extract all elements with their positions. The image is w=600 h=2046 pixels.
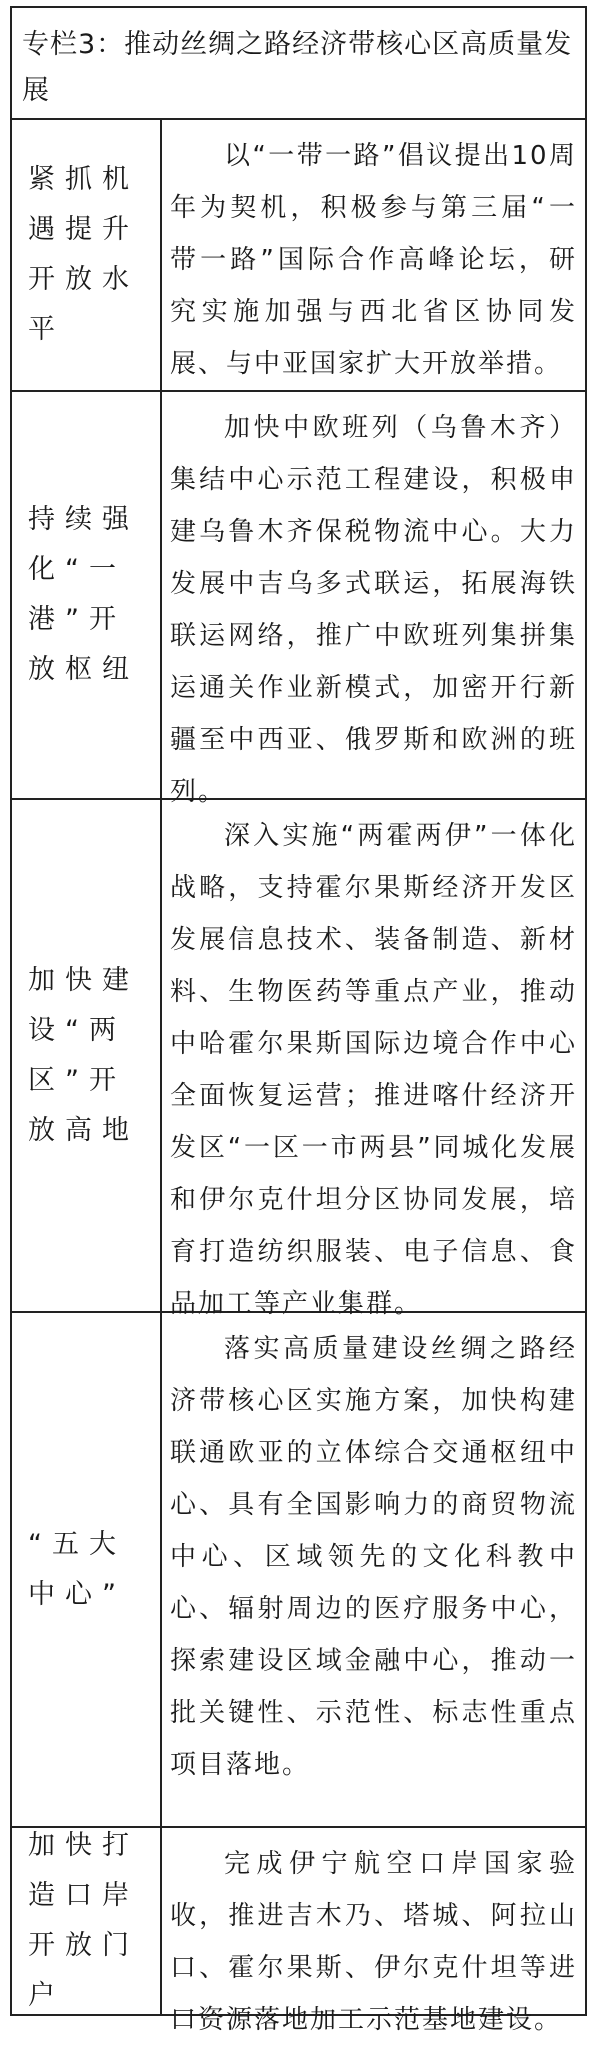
row-content: 落实高质量建设丝绸之路经济带核心区实施方案，加快构建联通欧亚的立体综合交通枢纽中心、具有全国影响力的商贸物流中心、区域领先的文化科教中心、辐射周边的医疗服务中心，探索建设区域金融中心，推动一批关键性、示范性、标志性重点项目落地。 <box>170 1334 577 1780</box>
column-box-table <box>10 6 587 2035</box>
row-content: 加快中欧班列（乌鲁木齐）集结中心示范工程建设，积极申建乌鲁木齐保税物流中心。大力发展中吉乌多式联运，拓展海铁联运网络，推广中欧班列集拼集运通关作业新模式，加密开行新疆至中西亚、俄罗斯和欧洲的班列。 <box>170 413 577 807</box>
row-content-cell <box>162 1828 585 2035</box>
row-content: 深入实施“两霍两伊”一体化战略，支持霍尔果斯经济开发区发展信息技术、装备制造、新材料、生物医药等重点产业，推动中哈霍尔果斯国际边境合作中心全面恢复运营；推进喀什经济开发区“一区一市两县”同城化发展和伊尔克什坦分区协同发展，培育打造纺织服装、电子信息、食品加工等产业集群。 <box>170 821 577 1319</box>
row-content-cell <box>162 800 585 1319</box>
row-content: 完成伊宁航空口岸国家验收，推进吉木乃、塔城、阿拉山口、霍尔果斯、伊尔克什坦等进口资源落地加工示范基地建设。 <box>170 1849 577 2035</box>
table-row <box>12 1828 585 2035</box>
table-title <box>12 8 585 120</box>
row-label: 紧抓机遇提升开放水平 <box>28 164 139 345</box>
row-content-cell <box>162 120 585 390</box>
table-row <box>12 120 585 392</box>
row-label-cell <box>12 1828 162 2014</box>
row-label-cell <box>12 392 162 798</box>
row-content: 以“一带一路”倡议提出10周年为契机，积极参与第三届“一带一路”国际合作高峰论坛，研究实施加强与西北省区协同发展、与中亚国家扩大开放举措。 <box>170 141 577 379</box>
row-content-cell <box>162 1313 585 1826</box>
row-label-cell <box>12 120 162 390</box>
row-label-cell <box>12 800 162 1311</box>
row-label: 持续强化“一港”开放枢纽 <box>28 504 139 685</box>
table-row <box>12 1313 585 1828</box>
row-content-cell <box>162 392 585 807</box>
table-row <box>12 800 585 1319</box>
table-row <box>12 392 585 807</box>
row-label-cell <box>12 1313 162 1826</box>
row-label: 加快建设“两区”开放高地 <box>28 964 139 1146</box>
row-label: “五大中心” <box>28 1528 126 1610</box>
table-title-text: 专栏3：推动丝绸之路经济带核心区高质量发展 <box>22 29 573 106</box>
row-label: 加快打造口岸开放门户 <box>28 1830 139 2011</box>
